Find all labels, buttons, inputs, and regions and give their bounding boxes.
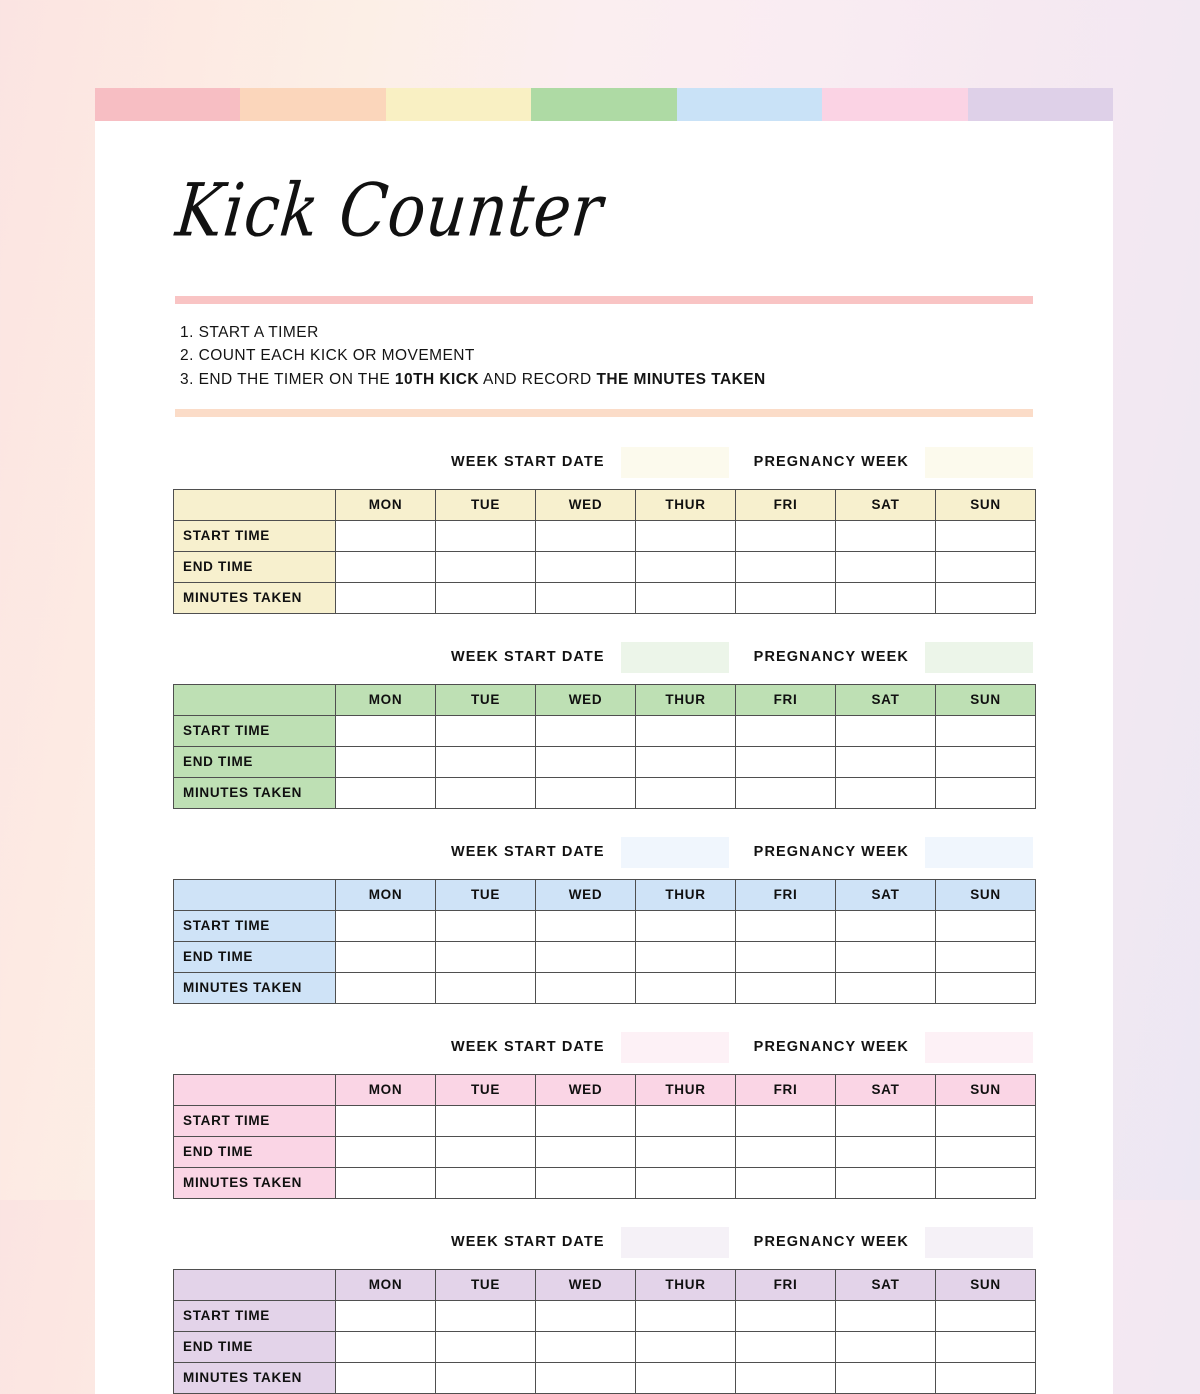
table-row bbox=[174, 1167, 1036, 1198]
column-header-sat: SAT bbox=[836, 1269, 936, 1300]
entry-cell[interactable] bbox=[936, 582, 1036, 613]
printable-sheet bbox=[95, 88, 1113, 1394]
entry-cell[interactable] bbox=[736, 941, 836, 972]
entry-cell[interactable] bbox=[636, 1331, 736, 1362]
entry-cell[interactable] bbox=[636, 777, 736, 808]
table-row bbox=[174, 1105, 1036, 1136]
column-header-thur: THUR bbox=[636, 879, 736, 910]
week-start-date-input[interactable] bbox=[621, 1032, 729, 1063]
entry-cell[interactable] bbox=[936, 715, 1036, 746]
row-label-start-time: START TIME bbox=[174, 1300, 336, 1331]
column-header-sat: SAT bbox=[836, 1074, 936, 1105]
week-block-yellow bbox=[95, 447, 1113, 614]
row-label-start-time: START TIME bbox=[174, 1105, 336, 1136]
week-block-purple bbox=[95, 1227, 1113, 1394]
entry-cell[interactable] bbox=[536, 1331, 636, 1362]
column-header-thur: THUR bbox=[636, 1269, 736, 1300]
entry-cell[interactable] bbox=[336, 1105, 436, 1136]
table-corner-cell bbox=[174, 879, 336, 910]
entry-cell[interactable] bbox=[736, 715, 836, 746]
column-header-wed: WED bbox=[536, 684, 636, 715]
column-header-fri: FRI bbox=[736, 684, 836, 715]
column-header-sat: SAT bbox=[836, 879, 936, 910]
entry-cell[interactable] bbox=[636, 551, 736, 582]
entry-cell[interactable] bbox=[336, 715, 436, 746]
entry-cell[interactable] bbox=[436, 910, 536, 941]
kick-counter-table bbox=[173, 1074, 1036, 1199]
column-header-sat: SAT bbox=[836, 489, 936, 520]
instruction-item-1 bbox=[180, 321, 1113, 345]
row-label-start-time: START TIME bbox=[174, 520, 336, 551]
entry-cell[interactable] bbox=[436, 972, 536, 1003]
entry-cell[interactable] bbox=[836, 551, 936, 582]
table-row bbox=[174, 551, 1036, 582]
column-header-sun: SUN bbox=[936, 1269, 1036, 1300]
instruction-emphasis-minutes-taken: THE MINUTES TAKEN bbox=[596, 370, 766, 388]
week-start-date-input[interactable] bbox=[621, 642, 729, 673]
instruction-text-3a: 3. END THE TIMER ON THE bbox=[180, 370, 395, 388]
entry-cell[interactable] bbox=[536, 941, 636, 972]
table-header-row bbox=[174, 879, 1036, 910]
table-row bbox=[174, 777, 1036, 808]
week-start-date-input[interactable] bbox=[621, 447, 729, 478]
entry-cell[interactable] bbox=[336, 910, 436, 941]
entry-cell[interactable] bbox=[736, 777, 836, 808]
entry-cell[interactable] bbox=[536, 910, 636, 941]
entry-cell[interactable] bbox=[536, 1167, 636, 1198]
entry-cell[interactable] bbox=[836, 582, 936, 613]
row-label-minutes-taken: MINUTES TAKEN bbox=[174, 972, 336, 1003]
entry-cell[interactable] bbox=[336, 1136, 436, 1167]
row-label-minutes-taken: MINUTES TAKEN bbox=[174, 1362, 336, 1393]
entry-cell[interactable] bbox=[836, 746, 936, 777]
entry-cell[interactable] bbox=[636, 746, 736, 777]
entry-cell[interactable] bbox=[836, 1136, 936, 1167]
row-label-end-time: END TIME bbox=[174, 551, 336, 582]
entry-cell[interactable] bbox=[536, 1105, 636, 1136]
entry-cell[interactable] bbox=[736, 582, 836, 613]
week-meta-row bbox=[95, 642, 1113, 673]
pregnancy-week-label: PREGNANCY WEEK bbox=[753, 1039, 909, 1056]
column-header-tue: TUE bbox=[436, 1269, 536, 1300]
entry-cell[interactable] bbox=[936, 1167, 1036, 1198]
entry-cell[interactable] bbox=[636, 582, 736, 613]
column-header-mon: MON bbox=[336, 489, 436, 520]
entry-cell[interactable] bbox=[936, 1300, 1036, 1331]
entry-cell[interactable] bbox=[336, 520, 436, 551]
table-corner-cell bbox=[174, 1074, 336, 1105]
entry-cell[interactable] bbox=[936, 1136, 1036, 1167]
table-row bbox=[174, 1300, 1036, 1331]
entry-cell[interactable] bbox=[436, 582, 536, 613]
entry-cell[interactable] bbox=[736, 1362, 836, 1393]
week-meta-row bbox=[95, 837, 1113, 868]
instruction-emphasis-10th-kick: 10TH KICK bbox=[394, 370, 480, 388]
pregnancy-week-label: PREGNANCY WEEK bbox=[753, 454, 909, 471]
entry-cell[interactable] bbox=[336, 582, 436, 613]
entry-cell[interactable] bbox=[536, 582, 636, 613]
row-label-end-time: END TIME bbox=[174, 941, 336, 972]
entry-cell[interactable] bbox=[636, 910, 736, 941]
column-header-sun: SUN bbox=[936, 684, 1036, 715]
week-block-blue bbox=[95, 837, 1113, 1004]
entry-cell[interactable] bbox=[936, 520, 1036, 551]
column-header-wed: WED bbox=[536, 879, 636, 910]
week-meta-row bbox=[95, 447, 1113, 478]
entry-cell[interactable] bbox=[436, 1300, 536, 1331]
entry-cell[interactable] bbox=[836, 1167, 936, 1198]
column-header-mon: MON bbox=[336, 879, 436, 910]
instruction-item-3 bbox=[180, 368, 1113, 392]
row-label-minutes-taken: MINUTES TAKEN bbox=[174, 582, 336, 613]
entry-cell[interactable] bbox=[336, 1362, 436, 1393]
entry-cell[interactable] bbox=[536, 972, 636, 1003]
instruction-item-2 bbox=[180, 345, 1113, 369]
table-corner-cell bbox=[174, 489, 336, 520]
entry-cell[interactable] bbox=[736, 551, 836, 582]
table-header-row bbox=[174, 489, 1036, 520]
entry-cell[interactable] bbox=[736, 972, 836, 1003]
entry-cell[interactable] bbox=[936, 972, 1036, 1003]
entry-cell[interactable] bbox=[936, 1105, 1036, 1136]
entry-cell[interactable] bbox=[836, 1331, 936, 1362]
column-header-fri: FRI bbox=[736, 1074, 836, 1105]
column-header-wed: WED bbox=[536, 1269, 636, 1300]
column-header-mon: MON bbox=[336, 1269, 436, 1300]
table-header-row bbox=[174, 1074, 1036, 1105]
entry-cell[interactable] bbox=[436, 551, 536, 582]
entry-cell[interactable] bbox=[536, 746, 636, 777]
pregnancy-week-input[interactable] bbox=[925, 1032, 1033, 1063]
entry-cell[interactable] bbox=[736, 1331, 836, 1362]
entry-cell[interactable] bbox=[536, 715, 636, 746]
entry-cell[interactable] bbox=[436, 715, 536, 746]
entry-cell[interactable] bbox=[436, 1167, 536, 1198]
pregnancy-week-label: PREGNANCY WEEK bbox=[753, 844, 909, 861]
entry-cell[interactable] bbox=[436, 520, 536, 551]
column-header-sun: SUN bbox=[936, 879, 1036, 910]
instruction-text-3c: AND RECORD bbox=[479, 370, 597, 388]
entry-cell[interactable] bbox=[336, 1331, 436, 1362]
table-row bbox=[174, 746, 1036, 777]
entry-cell[interactable] bbox=[336, 972, 436, 1003]
row-label-start-time: START TIME bbox=[174, 910, 336, 941]
column-header-fri: FRI bbox=[736, 1269, 836, 1300]
entry-cell[interactable] bbox=[536, 777, 636, 808]
instruction-text-2: 2. COUNT EACH KICK OR MOVEMENT bbox=[180, 347, 475, 365]
entry-cell[interactable] bbox=[536, 520, 636, 551]
column-header-mon: MON bbox=[336, 684, 436, 715]
row-label-minutes-taken: MINUTES TAKEN bbox=[174, 1167, 336, 1198]
table-row bbox=[174, 972, 1036, 1003]
week-block-pink bbox=[95, 1032, 1113, 1199]
divider-bottom bbox=[175, 409, 1033, 417]
entry-cell[interactable] bbox=[636, 1167, 736, 1198]
entry-cell[interactable] bbox=[836, 520, 936, 551]
entry-cell[interactable] bbox=[936, 777, 1036, 808]
entry-cell[interactable] bbox=[636, 1300, 736, 1331]
table-row bbox=[174, 910, 1036, 941]
column-header-sun: SUN bbox=[936, 1074, 1036, 1105]
table-row bbox=[174, 715, 1036, 746]
entry-cell[interactable] bbox=[336, 777, 436, 808]
entry-cell[interactable] bbox=[736, 520, 836, 551]
column-header-tue: TUE bbox=[436, 879, 536, 910]
pregnancy-week-input[interactable] bbox=[925, 1227, 1033, 1258]
week-start-date-input[interactable] bbox=[621, 1227, 729, 1258]
row-label-minutes-taken: MINUTES TAKEN bbox=[174, 777, 336, 808]
week-block-green bbox=[95, 642, 1113, 809]
entry-cell[interactable] bbox=[536, 1300, 636, 1331]
kick-counter-table bbox=[173, 879, 1036, 1004]
entry-cell[interactable] bbox=[936, 1331, 1036, 1362]
entry-cell[interactable] bbox=[336, 1300, 436, 1331]
instructions-list bbox=[180, 321, 1113, 392]
week-start-date-label: WEEK START DATE bbox=[450, 844, 605, 861]
entry-cell[interactable] bbox=[636, 941, 736, 972]
entry-cell[interactable] bbox=[636, 972, 736, 1003]
entry-cell[interactable] bbox=[336, 1167, 436, 1198]
pregnancy-week-input[interactable] bbox=[925, 642, 1033, 673]
entry-cell[interactable] bbox=[836, 910, 936, 941]
entry-cell[interactable] bbox=[736, 1300, 836, 1331]
entry-cell[interactable] bbox=[336, 941, 436, 972]
entry-cell[interactable] bbox=[836, 941, 936, 972]
entry-cell[interactable] bbox=[636, 520, 736, 551]
row-label-end-time: END TIME bbox=[174, 1331, 336, 1362]
pregnancy-week-input[interactable] bbox=[925, 447, 1033, 478]
column-header-tue: TUE bbox=[436, 684, 536, 715]
column-header-wed: WED bbox=[536, 489, 636, 520]
column-header-sun: SUN bbox=[936, 489, 1036, 520]
entry-cell[interactable] bbox=[936, 910, 1036, 941]
page-title: Kick Counter bbox=[172, 167, 608, 254]
entry-cell[interactable] bbox=[336, 551, 436, 582]
column-header-thur: THUR bbox=[636, 684, 736, 715]
table-row bbox=[174, 582, 1036, 613]
entry-cell[interactable] bbox=[536, 551, 636, 582]
entry-cell[interactable] bbox=[436, 1362, 536, 1393]
table-row bbox=[174, 1331, 1036, 1362]
table-header-row bbox=[174, 684, 1036, 715]
entry-cell[interactable] bbox=[336, 746, 436, 777]
column-header-thur: THUR bbox=[636, 1074, 736, 1105]
column-header-tue: TUE bbox=[436, 1074, 536, 1105]
column-header-fri: FRI bbox=[736, 489, 836, 520]
pregnancy-week-input[interactable] bbox=[925, 837, 1033, 868]
table-corner-cell bbox=[174, 684, 336, 715]
column-header-tue: TUE bbox=[436, 489, 536, 520]
entry-cell[interactable] bbox=[436, 1331, 536, 1362]
entry-cell[interactable] bbox=[936, 746, 1036, 777]
entry-cell[interactable] bbox=[836, 1300, 936, 1331]
entry-cell[interactable] bbox=[736, 910, 836, 941]
week-start-date-label: WEEK START DATE bbox=[450, 1039, 605, 1056]
entry-cell[interactable] bbox=[936, 1362, 1036, 1393]
entry-cell[interactable] bbox=[736, 1105, 836, 1136]
kick-counter-table bbox=[173, 1269, 1036, 1394]
table-header-row bbox=[174, 1269, 1036, 1300]
week-blocks-container bbox=[95, 447, 1113, 1394]
entry-cell[interactable] bbox=[736, 1167, 836, 1198]
entry-cell[interactable] bbox=[836, 777, 936, 808]
entry-cell[interactable] bbox=[736, 1136, 836, 1167]
column-header-fri: FRI bbox=[736, 879, 836, 910]
table-row bbox=[174, 941, 1036, 972]
table-row bbox=[174, 1362, 1036, 1393]
row-label-end-time: END TIME bbox=[174, 746, 336, 777]
pregnancy-week-label: PREGNANCY WEEK bbox=[753, 649, 909, 666]
pregnancy-week-label: PREGNANCY WEEK bbox=[753, 1234, 909, 1251]
entry-cell[interactable] bbox=[936, 941, 1036, 972]
entry-cell[interactable] bbox=[636, 715, 736, 746]
entry-cell[interactable] bbox=[436, 1136, 536, 1167]
week-meta-row bbox=[95, 1032, 1113, 1063]
kick-counter-table bbox=[173, 684, 1036, 809]
entry-cell[interactable] bbox=[436, 777, 536, 808]
entry-cell[interactable] bbox=[436, 1105, 536, 1136]
entry-cell[interactable] bbox=[536, 1362, 636, 1393]
entry-cell[interactable] bbox=[836, 1105, 936, 1136]
entry-cell[interactable] bbox=[636, 1136, 736, 1167]
table-row bbox=[174, 1136, 1036, 1167]
row-label-start-time: START TIME bbox=[174, 715, 336, 746]
column-header-thur: THUR bbox=[636, 489, 736, 520]
week-start-date-label: WEEK START DATE bbox=[450, 454, 605, 471]
entry-cell[interactable] bbox=[836, 1362, 936, 1393]
entry-cell[interactable] bbox=[536, 1136, 636, 1167]
column-header-mon: MON bbox=[336, 1074, 436, 1105]
entry-cell[interactable] bbox=[736, 746, 836, 777]
column-header-sat: SAT bbox=[836, 684, 936, 715]
instruction-text-1: 1. START A TIMER bbox=[180, 323, 319, 341]
week-start-date-label: WEEK START DATE bbox=[450, 1234, 605, 1251]
week-start-date-label: WEEK START DATE bbox=[450, 649, 605, 666]
row-label-end-time: END TIME bbox=[174, 1136, 336, 1167]
table-corner-cell bbox=[174, 1269, 336, 1300]
week-meta-row bbox=[95, 1227, 1113, 1258]
entry-cell[interactable] bbox=[936, 551, 1036, 582]
table-row bbox=[174, 520, 1036, 551]
entry-cell[interactable] bbox=[436, 746, 536, 777]
entry-cell[interactable] bbox=[836, 715, 936, 746]
column-header-wed: WED bbox=[536, 1074, 636, 1105]
divider-top bbox=[175, 296, 1033, 304]
entry-cell[interactable] bbox=[436, 941, 536, 972]
entry-cell[interactable] bbox=[636, 1105, 736, 1136]
week-start-date-input[interactable] bbox=[621, 837, 729, 868]
entry-cell[interactable] bbox=[836, 972, 936, 1003]
kick-counter-table bbox=[173, 489, 1036, 614]
entry-cell[interactable] bbox=[636, 1362, 736, 1393]
